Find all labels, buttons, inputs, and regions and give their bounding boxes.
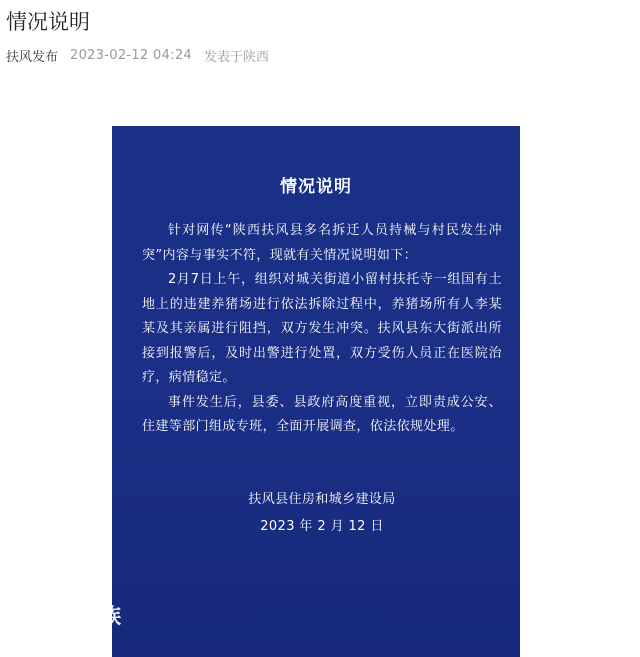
notice-paragraph: 2月7日上午，组织对城关街道小留村扶托寺一组国有土地上的违建养猪场进行依法拆除过程中，养猪场所有人李某某及其亲属进行阻挡，双方发生冲突。扶风县东大街派出所接到报警后，及时出警进行处置，双方受伤人员正在医院治疗，病情稳定。 <box>142 272 502 385</box>
post-location: 发表于陕西 <box>203 50 269 65</box>
notice-image[interactable] <box>100 126 520 657</box>
notice-paragraph: 针对网传“陕西扶风县多名拆迁人员持械与村民发生冲突”内容与事实不符，现就有关情况说明如下： <box>142 223 502 263</box>
notice-signature: 扶风县住房和城乡建设局 <box>248 492 396 507</box>
post-time: 2023-02-12 04:24 <box>70 48 192 63</box>
notice-date: 2023 年 2 月 12 日 <box>260 519 384 534</box>
watermark-text: 族 <box>100 604 121 628</box>
notice-body <box>142 219 502 440</box>
author-link[interactable]: 扶风发布 <box>6 50 59 65</box>
notice-signature-block <box>112 486 520 540</box>
post-meta <box>6 46 269 65</box>
notice-paragraph: 事件发生后，县委、县政府高度重视，立即责成公安、住建等部门组成专班，全面开展调查，依法依规处理。 <box>142 394 502 434</box>
notice-title: 情况说明 <box>280 177 352 197</box>
post-title: 情况说明 <box>6 10 90 34</box>
